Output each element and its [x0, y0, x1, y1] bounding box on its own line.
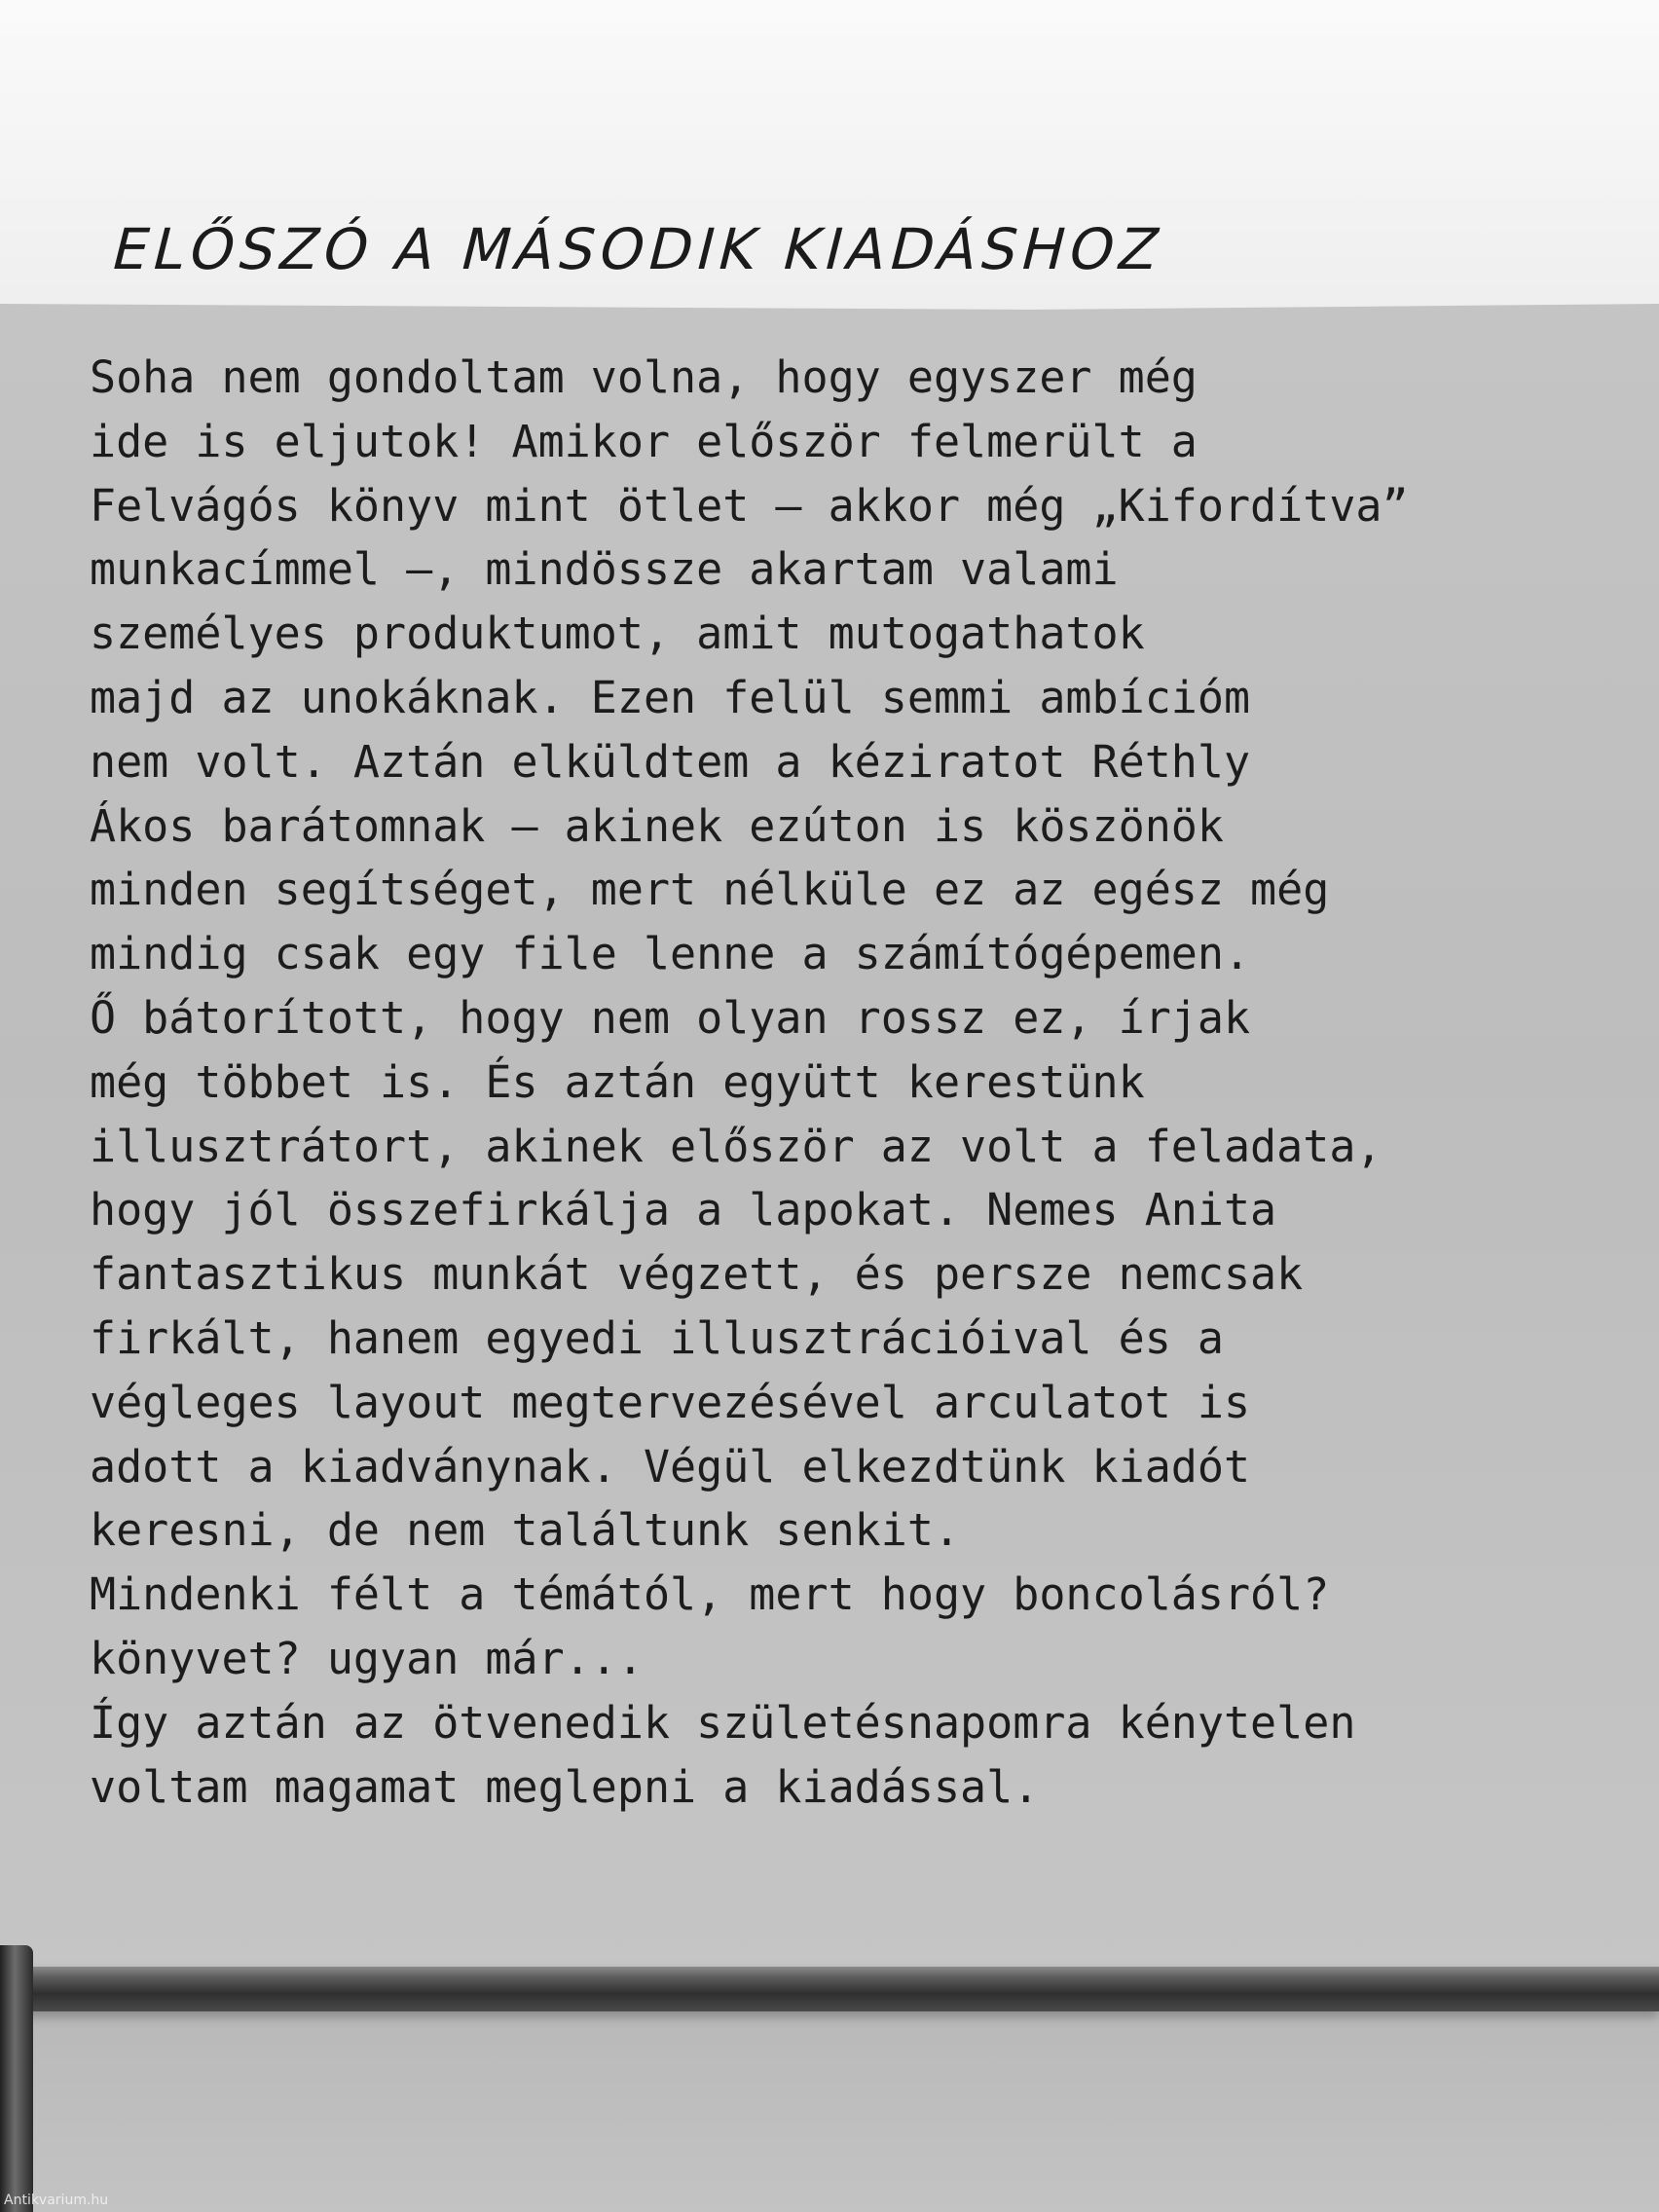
- handwritten-heading: ELŐSZÓ A MÁSODIK KIADÁSHOZ: [105, 216, 1171, 282]
- body-line: személyes produktumot, amit mutogathatok: [90, 608, 1145, 660]
- body-line: firkált, hanem egyedi illusztrációival és a: [90, 1311, 1224, 1364]
- body-line: illusztrátort, akinek először az volt a feladata,: [90, 1120, 1382, 1172]
- body-line: Mindenki félt a témától, mert hogy boncolásról?: [90, 1568, 1330, 1621]
- body-line: adott a kiadványnak. Végül elkezdtünk kiadót: [90, 1440, 1251, 1493]
- body-line: Ákos barátomnak – akinek ezúton is köszönök: [90, 799, 1224, 852]
- body-line: nem volt. Aztán elküldtem a kéziratot Réthly: [90, 735, 1251, 788]
- body-line: keresni, de nem találtunk senkit.: [90, 1504, 961, 1557]
- body-line: még többet is. És aztán együtt kerestünk: [90, 1055, 1145, 1108]
- body-line: végleges layout megtervezésével arculatot is: [90, 1376, 1251, 1428]
- body-line: mindig csak egy file lenne a számítógépemen.: [90, 928, 1251, 980]
- binder-clip: [0, 1945, 33, 2212]
- body-line: Így aztán az ötvenedik születésnapomra kénytelen: [90, 1696, 1356, 1749]
- typewritten-body: [90, 346, 1638, 1819]
- body-line: Soha nem gondoltam volna, hogy egyszer még: [90, 351, 1198, 403]
- body-line: fantasztikus munkát végzett, és persze nemcsak: [90, 1248, 1304, 1301]
- body-line: könyvet? ugyan már...: [90, 1632, 644, 1684]
- body-line: Ő bátorított, hogy nem olyan rossz ez, írjak: [90, 991, 1251, 1044]
- body-line: minden segítséget, mert nélküle ez az egész még: [90, 864, 1330, 916]
- watermark: Antikvarium.hu: [4, 2193, 109, 2208]
- body-line: Felvágós könyv mint ötlet – akkor még „Kifordítva”: [90, 479, 1409, 532]
- binder-rod: [0, 1967, 1659, 2011]
- body-line: munkacímmel –, mindössze akartam valami: [90, 543, 1119, 596]
- body-line: voltam magamat meglepni a kiadással.: [90, 1760, 1040, 1813]
- body-line: majd az unokáknak. Ezen felül semmi ambícióm: [90, 671, 1251, 723]
- body-line: ide is eljutok! Amikor először felmerült a: [90, 415, 1198, 467]
- lower-paper-area: [0, 2011, 1659, 2212]
- body-line: hogy jól összefirkálja a lapokat. Nemes Anita: [90, 1184, 1277, 1236]
